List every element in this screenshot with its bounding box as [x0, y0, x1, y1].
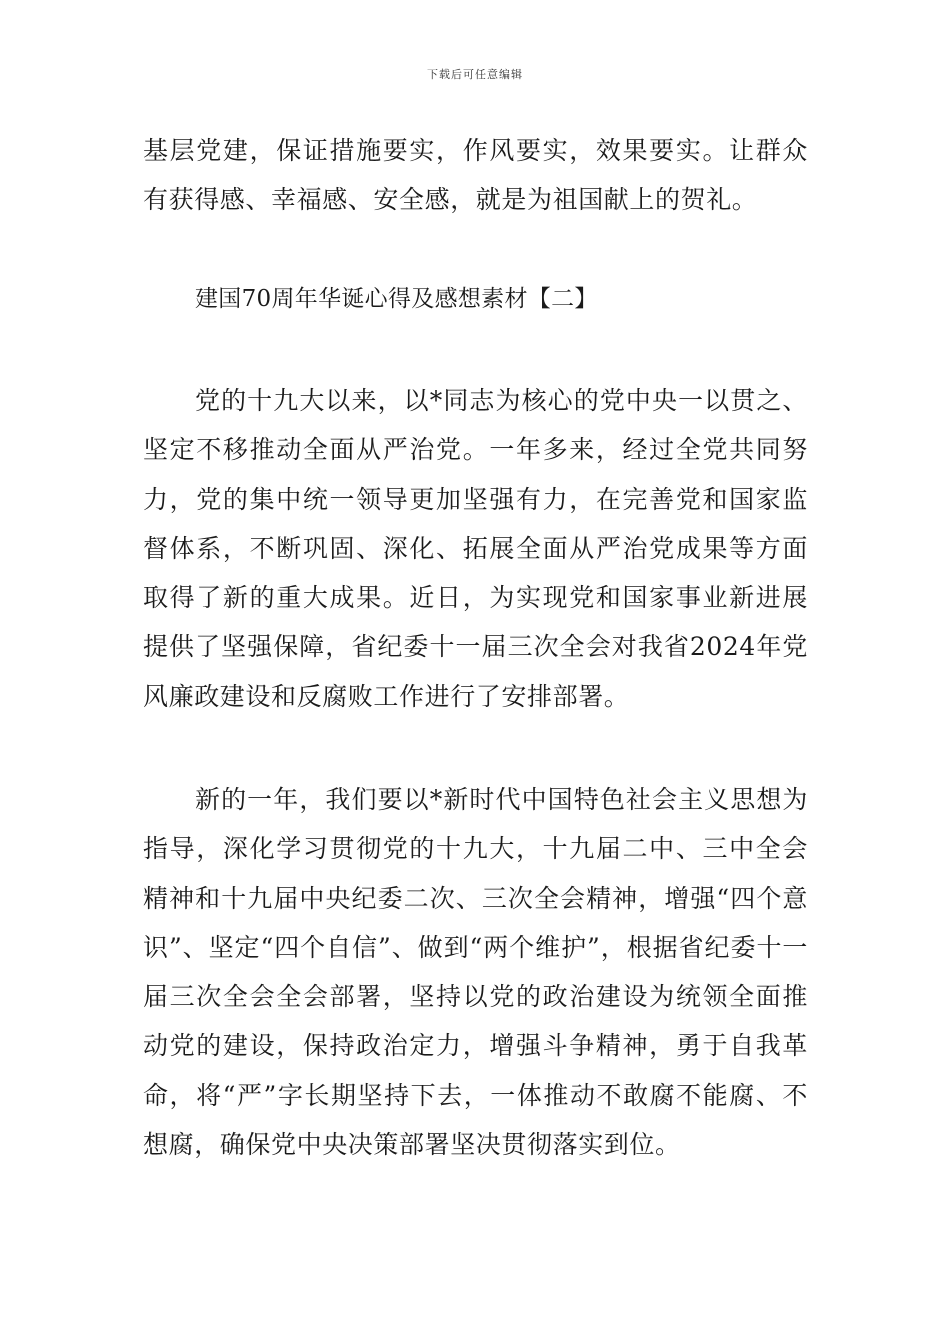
paragraph-1: 基层党建，保证措施要实，作风要实，效果要实。让群众有获得感、幸福感、安全感，就是为祖国献上的贺礼。 [143, 136, 808, 215]
paragraph-2: 党的十九大以来，以*同志为核心的党中央一以贯之、坚定不移推动全面从严治党。一年多来，经过全党共同努力，党的集中统一领导更加坚强有力，在完善党和国家监督体系，不断巩固、深化、拓展全面从严治党成果等方面取得了新的重大成果。近日，为实现党和国家事业新进展提供了坚强保障，省纪委十一届三次全会对我省2024年党风廉政建设和反腐败工作进行了安排部署。 [143, 386, 808, 711]
paragraph-3: 新的一年，我们要以*新时代中国特色社会主义思想为指导，深化学习贯彻党的十九大，十九届二中、三中全会精神和十九届中央纪委二次、三次全会精神，增强“四个意识”、坚定“四个自信”、做到“两个维护”，根据省纪委十一届三次全会全会部署，坚持以党的政治建设为统领全面推动党的建设，保持政治定力，增强斗争精神，勇于自我革命，将“严”字长期坚持下去，一体推动不敢腐不能腐、不想腐，确保党中央决策部署坚决贯彻落实到位。 [143, 785, 808, 1160]
section-heading: 建国70周年华诞心得及感想素材【二】 [195, 286, 598, 312]
header-note: 下载后可任意编辑 [427, 68, 523, 81]
